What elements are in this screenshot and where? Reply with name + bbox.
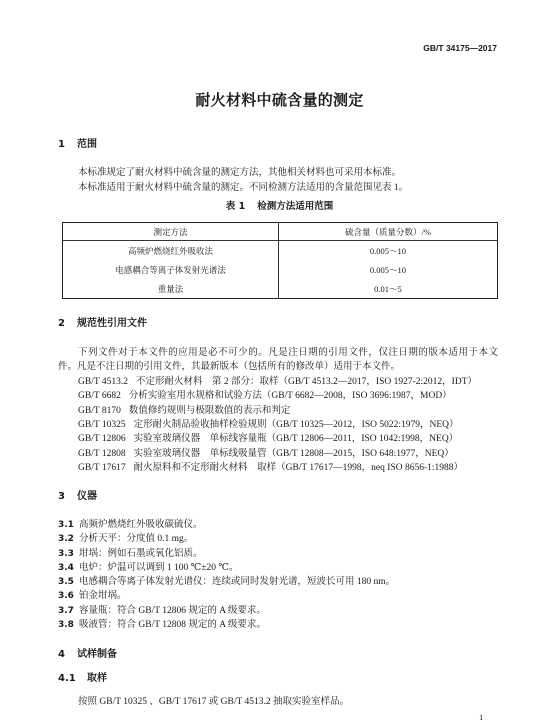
clause-number: 4.1 xyxy=(58,673,76,684)
reference-title: 数值修约规则与极限数值的表示和判定 xyxy=(128,405,291,416)
section-number: 2 xyxy=(58,318,65,329)
section-1-body xyxy=(58,166,498,196)
intro-line: 件。凡是不注日期的引用文件，其最新版本（包括所有的修改单）适用于本文件。 xyxy=(58,362,401,373)
table-row xyxy=(63,279,498,299)
section-3-body xyxy=(58,518,498,632)
intro-line: 下列文件对于本文件的应用是必不可少的。凡是注日期的引用文件，仅注日期的版本适用于本文 xyxy=(78,348,498,358)
document-title: 耐火材料中硫含量的测定 xyxy=(195,91,364,109)
section-title: 规范性引用文件 xyxy=(77,318,147,329)
section-4-heading xyxy=(58,648,117,662)
clause-text: 坩埚：例如石墨或氧化铝质。 xyxy=(79,548,203,559)
clause-text: 铂金坩埚。 xyxy=(79,591,127,602)
page-number: 1 xyxy=(479,712,484,722)
paragraph: 本标准适用于耐火材料中硫含量的测定。不同检测方法适用的含量范围见表 1。 xyxy=(78,183,409,193)
clause-text: 吸液管：符合 GB/T 12808 规定的 A 级要求。 xyxy=(79,620,266,631)
clause-text: 电炉：炉温可以调到 1 100 ℃±20 ℃。 xyxy=(79,562,239,573)
clause-number: 3.4 xyxy=(58,562,74,573)
section-3-heading xyxy=(58,490,97,504)
reference-code: GB/T 17617 xyxy=(78,463,126,474)
section-1-heading xyxy=(58,138,97,152)
reference-title: 实验室玻璃仪器 单标线容量瓶（GB/T 12806—2011，ISO 1042:1998，NEQ） xyxy=(133,434,459,445)
reference-title: 耐火原料和不定形耐火材料 取样（GB/T 17617—1998，neq ISO 8656-1:1988） xyxy=(133,463,464,474)
reference-item xyxy=(58,418,498,432)
apparatus-item xyxy=(58,618,498,632)
clause-number: 3.7 xyxy=(58,605,74,616)
reference-item xyxy=(58,375,498,389)
column-header-content: 硫含量（质量分数）/% xyxy=(279,223,498,241)
table-caption xyxy=(0,200,559,214)
section-title: 仪器 xyxy=(77,491,97,502)
reference-title: 实验室玻璃仪器 单标线吸量管（GB/T 12808—2015，ISO 648:1977，NEQ） xyxy=(133,448,454,459)
apparatus-item xyxy=(58,561,498,575)
content-range-cell: 0.01～5 xyxy=(279,279,498,299)
reference-code: GB/T 12806 xyxy=(78,434,126,445)
apparatus-item xyxy=(58,518,498,532)
clause-number: 3.2 xyxy=(58,534,74,545)
apparatus-item xyxy=(58,532,498,546)
method-cell: 电感耦合等离子体发射光谱法 xyxy=(115,264,226,275)
content-range-cell: 0.005～10 xyxy=(279,260,498,279)
clause-number: 3.5 xyxy=(58,577,74,588)
apparatus-item xyxy=(58,589,498,603)
section-number: 1 xyxy=(58,139,65,150)
reference-title: 不定形耐火材料 第 2 部分：取样（GB/T 4513.2—2017，ISO 1927-2:2012，IDT） xyxy=(135,376,477,387)
clause-number: 3.1 xyxy=(58,520,74,530)
method-cell: 高频炉燃烧红外吸收法 xyxy=(127,245,213,256)
clause-number: 3.8 xyxy=(58,620,74,631)
reference-title: 定形耐火制品验收抽样检验规则（GB/T 10325—2012，ISO 5022:1979，NEQ） xyxy=(133,420,459,431)
table-row xyxy=(63,260,498,279)
section-number: 3 xyxy=(58,491,65,502)
section-number: 4 xyxy=(58,649,65,660)
reference-item xyxy=(58,389,498,403)
apparatus-item xyxy=(58,604,498,618)
clause-title: 取样 xyxy=(87,673,107,684)
method-cell: 重量法 xyxy=(157,283,184,294)
content-range-cell: 0.005～10 xyxy=(279,241,498,261)
reference-item xyxy=(58,447,498,461)
table-title: 检测方法适用范围 xyxy=(257,201,334,212)
method-range-table xyxy=(62,222,498,299)
section-2-heading xyxy=(58,317,147,331)
apparatus-item xyxy=(58,575,498,589)
clause-number: 3.6 xyxy=(58,591,74,602)
section-title: 范围 xyxy=(77,139,97,150)
apparatus-item xyxy=(58,547,498,561)
reference-code: GB/T 6682 xyxy=(78,391,121,402)
clause-text: 分析天平：分度值 0.1 mg。 xyxy=(79,534,194,545)
reference-item xyxy=(58,432,498,446)
clause-text: 容量瓶：符合 GB/T 12806 规定的 A 级要求。 xyxy=(79,605,266,616)
standard-code-header: GB/T 34175—2017 xyxy=(423,43,497,53)
table-header-row xyxy=(63,223,498,241)
table-label: 表 1 xyxy=(225,201,246,212)
clause-4-1-text: 按照 GB/T 10325 、GB/T 17617 或 GB/T 4513.2 抽取实验室样品。 xyxy=(78,697,350,707)
section-title: 试样制备 xyxy=(77,649,117,660)
clause-number: 3.3 xyxy=(58,548,74,559)
reference-code: GB/T 10325 xyxy=(78,420,126,431)
section-2-body xyxy=(58,346,498,476)
reference-item xyxy=(58,461,498,475)
reference-item xyxy=(58,404,498,418)
column-header-method: 测定方法 xyxy=(63,223,279,241)
paragraph: 本标准规定了耐火材料中硫含量的测定方法，其他相关材料也可采用本标准。 xyxy=(78,168,402,178)
reference-code: GB/T 8170 xyxy=(78,405,121,416)
reference-code: GB/T 12808 xyxy=(78,448,126,459)
reference-title: 分析实验室用水规格和试验方法（GB/T 6682—2008，ISO 3696:1987，MOD） xyxy=(128,391,452,402)
clause-text: 电感耦合等离子体发射光谱仪：连续或同时发射光谱，短波长可用 180 nm。 xyxy=(79,577,396,588)
table-row xyxy=(63,241,498,261)
clause-4-1-heading xyxy=(58,672,107,686)
reference-code: GB/T 4513.2 xyxy=(78,376,128,387)
clause-text: 高频炉燃烧红外吸收碳硫仪。 xyxy=(79,520,203,530)
